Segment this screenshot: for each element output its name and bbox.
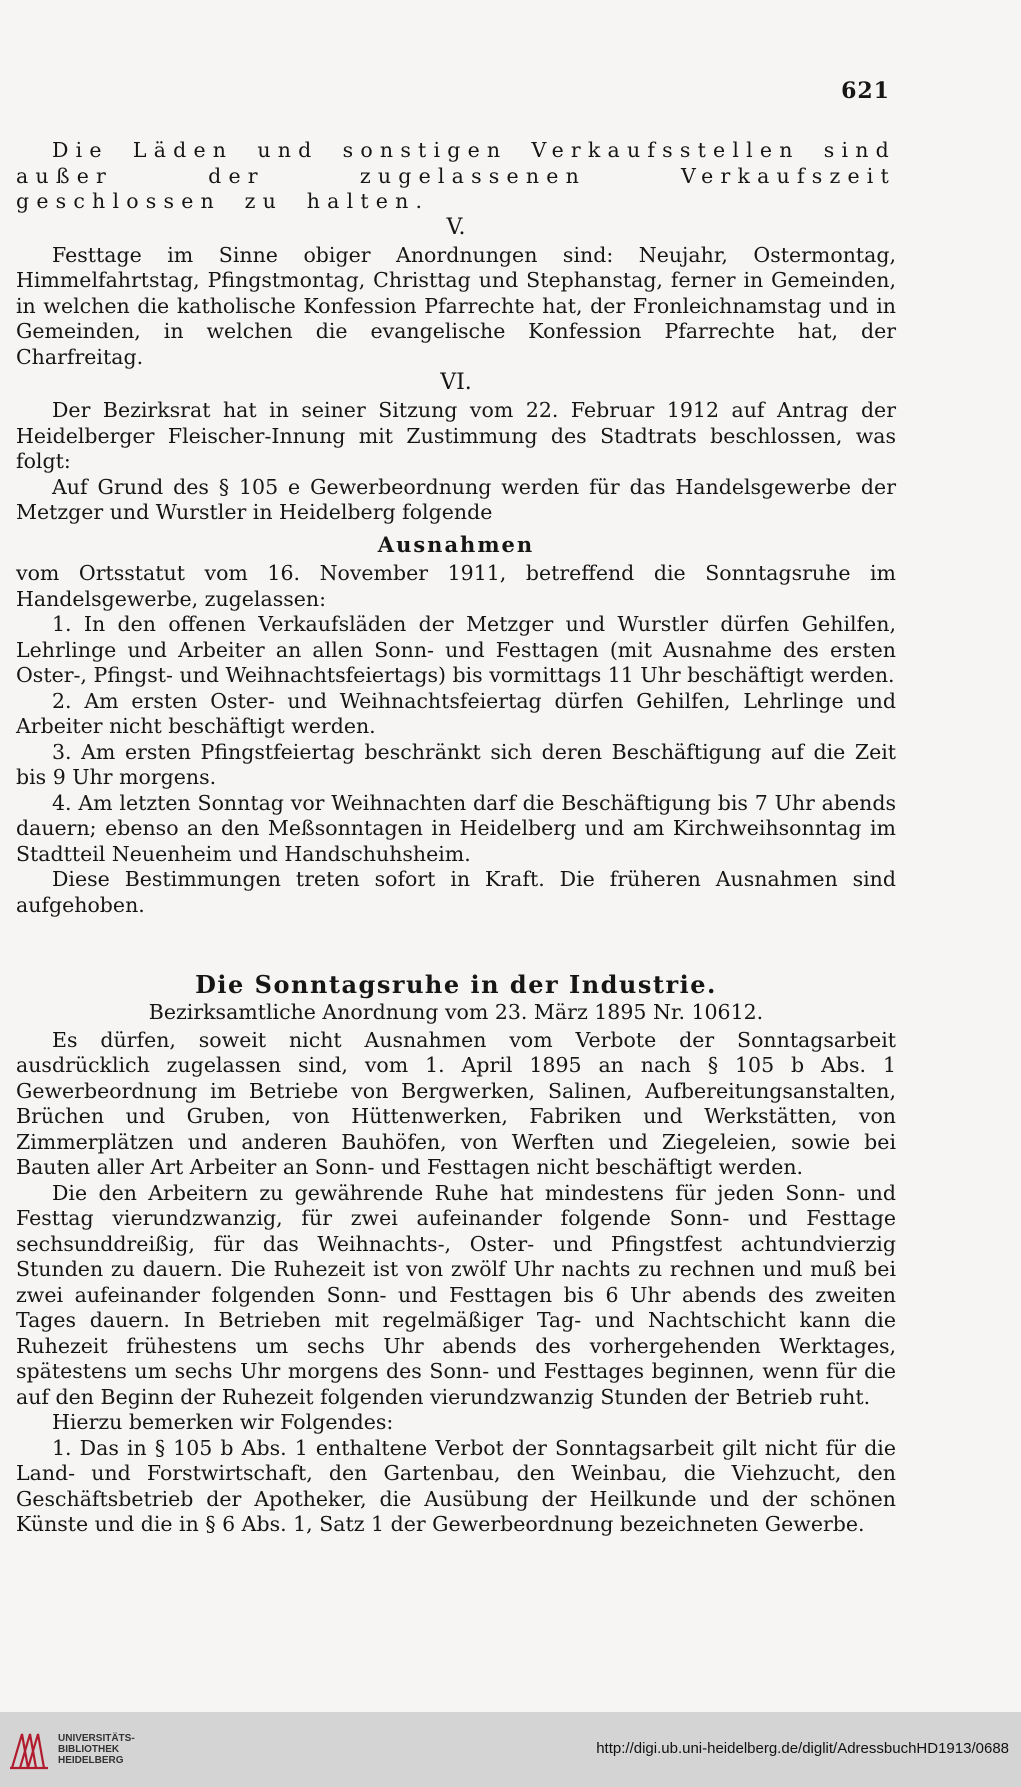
section-heading-vi: VI. (440, 370, 472, 395)
list-item-2: 2. Am ersten Oster- und Weihnachtsfeiertag dürfen Gehilfen, Lehrlinge und Arbeiter nicht beschäftigt werden. (16, 688, 896, 738)
library-name (58, 1733, 135, 1766)
library-name-line-2: BIBLIOTHEK (58, 1744, 120, 1755)
paragraph-note-1: 1. Das in § 105 b Abs. 1 enthaltene Verbot der Sonntagsarbeit gilt nicht für die Land- und Forstwirtschaft, den Gartenbau, den Weinbau, die Viehzucht, den Geschäftsbetrieb der Apotheker, die Ausübung der Heilkunde und der schönen Künste und die in § 6 Abs. 1, Satz 1 der Gewerbeordnung bezeichneten Gewerbe. (16, 1435, 896, 1536)
university-library-logo-icon (8, 1728, 52, 1772)
article-subtitle: Bezirksamtliche Anordnung vom 23. März 1895 Nr. 10612. (148, 1000, 764, 1024)
list-item-1: 1. In den offenen Verkaufsläden der Metzger und Wurstler dürfen Gehilfen, Lehrlinge und Arbeiter an allen Sonn- und Festtagen (mit Ausnahme des ersten Oster-, Pfingst- und Weihnachtsfeiertags) bis vormittags 11 Uhr beschäftigt werden. (16, 612, 896, 687)
paragraph-in-kraft: Diese Bestimmungen treten sofort in Kraft. Die früheren Ausnahmen sind aufgehoben. (16, 867, 896, 917)
library-name-line-1: UNIVERSITÄTS- (58, 1733, 135, 1744)
paragraph-bezirksrat: Der Bezirksrat hat in seiner Sitzung vom 22. Februar 1912 auf Antrag der Heidelberger Fleischer-Innung mit Zustimmung des Stadtrats beschlossen, was folgt: (16, 398, 896, 473)
viewer-footer (0, 1712, 1021, 1787)
section-heading-v: V. (446, 214, 466, 240)
article-title: Die Sonntagsruhe in der Industrie. (195, 970, 717, 999)
page-number: 621 (841, 78, 890, 104)
section-gap (16, 918, 896, 970)
list-item-3: 3. Am ersten Pfingstfeiertag beschränkt sich deren Beschäftigung auf die Zeit bis 9 Uhr morgens. (16, 739, 896, 789)
paragraph-auf-grund: Auf Grund des § 105 e Gewerbeordnung werden für das Handelsgewerbe der Metzger und Wurstler in Heidelberg folgende (16, 474, 896, 524)
page-body (16, 138, 896, 1538)
heading-ausnahmen: Ausnahmen (377, 531, 535, 557)
document-url-link[interactable]: http://digi.ub.uni-heidelberg.de/diglit/AdressbuchHD1913/0688 (596, 1740, 1009, 1757)
paragraph-ortsstatut: vom Ortsstatut vom 16. November 1911, betreffend die Sonntagsruhe im Handelsgewerbe, zugelassen: (16, 561, 896, 611)
paragraph-shop-closing: Die Läden und sonstigen Verkaufsstellen sind außer der zugelassenen Verkaufszeit geschlossen zu halten. (16, 138, 896, 213)
paragraph-holidays: Festtage im Sinne obiger Anordnungen sind: Neujahr, Ostermontag, Himmelfahrtstag, Pfingstmontag, Christtag und Stephanstag, ferner in Gemeinden, in welchen die katholische Konfession Pfarrechte hat, der Fronleichnamstag und in Gemeinden, in welchen die evangelische Konfession Pfarrechte hat, der Charfreitag. (16, 242, 896, 369)
paragraph-hierzu: Hierzu bemerken wir Folgendes: (52, 1410, 394, 1434)
paragraph-ruhe: Die den Arbeitern zu gewährende Ruhe hat mindestens für jeden Sonn- und Festtag vierundzwanzig, für zwei aufeinander folgende Sonn- und Festtage sechsunddreißig, für das Weihnachts-, Oster- und Pfingstfest achtundvierzig Stunden zu dauern. Die Ruhezeit ist von zwölf Uhr nachts zu rechnen und muß bei zwei aufeinander folgenden Sonn- und Festtagen bis 6 Uhr abends des zweiten Tages dauern. In Betrieben mit regelmäßiger Tag- und Nachtschicht kann die Ruhezeit frühestens um sechs Uhr abends des vorhergehenden Werktages, spätestens um sechs Uhr morgens des Sonn- und Festtages beginnen, wenn für die auf den Beginn der Ruhezeit folgenden vierundzwanzig Stunden der Betrieb ruht. (16, 1180, 896, 1409)
paragraph-verbot: Es dürfen, soweit nicht Ausnahmen vom Verbote der Sonntagsarbeit ausdrücklich zugelassen sind, vom 1. April 1895 an nach § 105 b Abs. 1 Gewerbeordnung im Betriebe von Bergwerken, Salinen, Aufbereitungsanstalten, Brüchen und Gruben, von Hüttenwerken, Fabriken und Werkstätten, von Zimmerplätzen und anderen Bauhöfen, von Werften und Ziegeleien, sowie bei Bauten aller Art Arbeiter an Sonn- und Festtagen nicht beschäftigt werden. (16, 1027, 896, 1179)
list-item-4: 4. Am letzten Sonntag vor Weihnachten darf die Beschäftigung bis 7 Uhr abends dauern; ebenso an den Meßsonntagen in Heidelberg und am Kirchweihsonntag im Stadtteil Neuenheim und Handschuhsheim. (16, 790, 896, 866)
library-name-line-3: HEIDELBERG (58, 1755, 124, 1766)
